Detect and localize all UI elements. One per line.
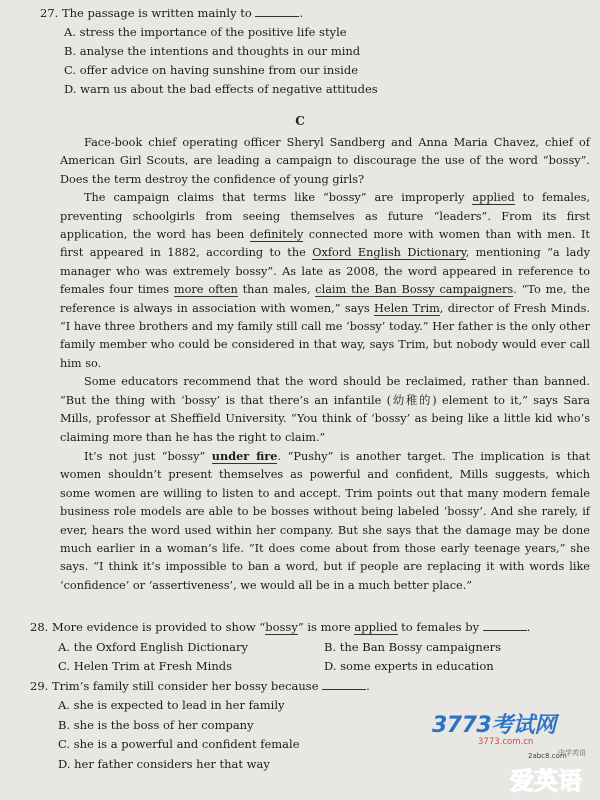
option: B. analyse the intentions and thoughts in our mind [64,44,361,58]
answer-blank [255,5,299,17]
question-28-options-row-1 [30,638,590,658]
answer-blank [483,619,527,631]
answer-blank [322,678,366,690]
underlined-text: bossy [265,620,298,634]
underlined-text: claim the Ban Bossy campaigners [315,283,514,297]
paragraph-1: Face-book chief operating officer Sheryl Sandberg and Anna Maria Chavez, chief of American Girl Scouts, are leading a campaign to discourage the use of the word “bossy”. Does the term destroy the confidence of young girls? [60,136,590,186]
option: C. she is a powerful and confident female [58,737,300,751]
option: A. the Oxford English Dictionary [58,639,249,654]
option: C. Helen Trim at Fresh Minds [58,659,232,673]
option: A. stress the importance of the positive life style [64,25,347,39]
question-28-stem: 28. More evidence is provided to show “bossy” is more applied to females by . [30,620,531,634]
watermark-url-secondary: 2abc8.com [528,752,567,760]
question-29-stem: 29. Trim’s family still consider her bossy because . [30,678,370,693]
question-27 [40,4,580,99]
question-28-options-row-2 [30,657,590,677]
watermark-logo [508,762,598,796]
underlined-text: applied [472,191,515,205]
option: D. her father considers her that way [58,756,270,771]
watermark-site-logo: 3773考试网 [432,713,556,738]
watermark-logo-text: 爱英语 [510,767,582,795]
option: A. she is expected to lead in her family [58,698,285,712]
underlined-text: applied [354,620,398,634]
watermark-badge: 中学英语 [558,749,586,757]
underlined-text: definitely [249,228,304,242]
option: B. she is the boss of her company [58,717,254,732]
reading-passage [60,134,590,595]
underlined-text: Helen Trim [374,301,440,315]
option: C. offer advice on having sunshine from our inside [64,63,359,77]
questions-28-29 [30,618,590,774]
watermark-url: 3773.com.cn [478,737,534,747]
underlined-text: under fire [211,448,278,463]
option: D. some experts in education [324,659,494,673]
option: B. the Ban Bossy campaigners [324,639,502,654]
paragraph-2: The campaign claims that terms like “bossy” are improperly applied to females, preventing schoolgirls from seeing themselves as future “leaders”. From its first application, the word has been definitely connected more with women than with men. It first appeared in 1882, according to the Oxford English Dictionary, mentioning “a lady manager who was extremely bossy”. As late as 2008, the word appeared in reference to females four times more often than males, claim the Ban Bossy campaigners. “To me, the reference is always in association with women,” says Helen Trim, director of Fresh Minds. “I have three brothers and my family still call me ‘bossy’ today.” Her father is the only other family member who could be considered in that way, says Trim, but nobody would ever call him so. [60,191,591,370]
section-heading: C [295,114,305,128]
underlined-text: more often [173,283,238,297]
question-27-stem: 27. The passage is written mainly to . [40,6,304,20]
paragraph-4: It’s not just “bossy” under fire. “Pushy” is another target. The implication is that women shouldn’t present themselves as powerful and confident, Mills suggests, which some women are willing to listen to and accept. Trim points out that many modern female business role models are able to be bosses without being labeled ‘bossy’. And she rarely, if ever, hears the word used within her company. But she says that the damage may be done much earlier in a woman’s life. “It does come about from those early teenage years,” she says. “I think it’s impossible to ban a word, but if people are replacing it with words like ‘confidence’ or ‘assertiveness’, we would all be in a much better place.” [60,448,590,592]
option: D. warn us about the bad effects of negative attitudes [64,82,378,96]
underlined-text: Oxford English Dictionary [312,246,466,260]
paragraph-3: Some educators recommend that the word should be reclaimed, rather than banned. “But the thing with ‘bossy’ is that there’s an infantile (幼稚的) element to it,” says Sara Mills, professor at Sheffield University. “You think of ‘bossy’ as being like a little kid who’s claiming more than he has the right to claim.” [60,375,590,444]
